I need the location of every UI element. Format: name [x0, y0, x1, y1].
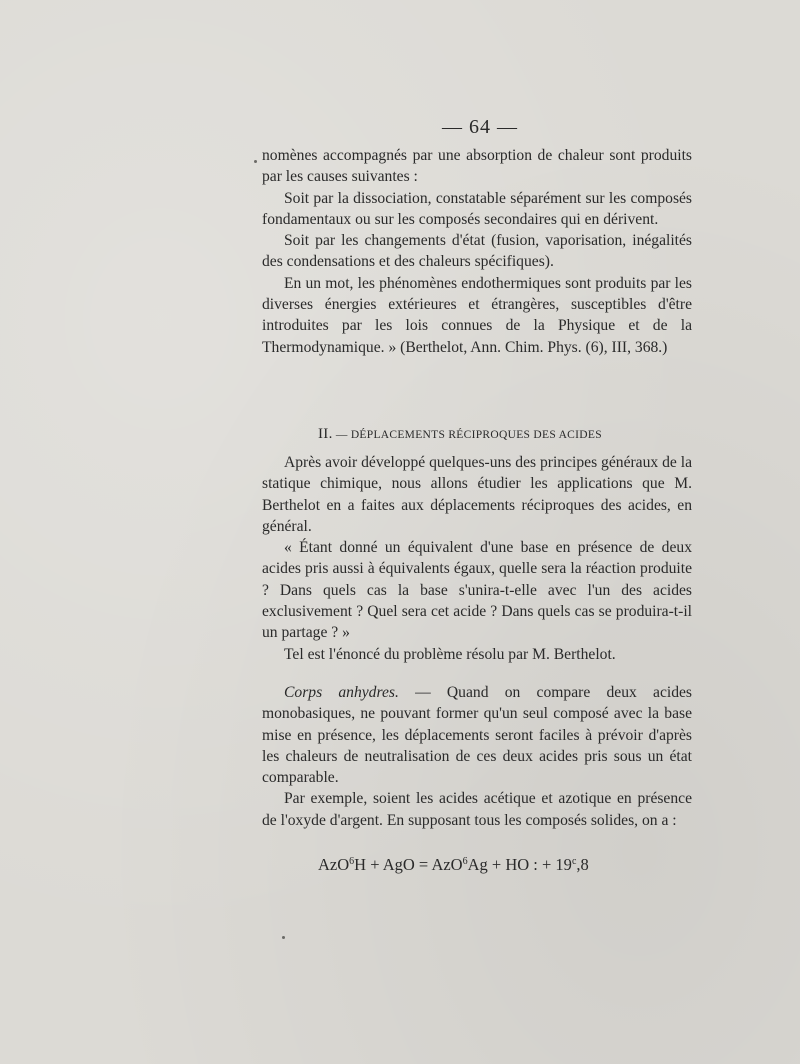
paper-speck [282, 936, 285, 939]
subsection-lead: Corps anhydres. [284, 684, 399, 701]
section-title: DÉPLACEMENTS RÉCIPROQUES DES ACIDES [350, 429, 602, 441]
paragraph: Tel est l'énoncé du problème résolu par M. Berthelot. [284, 645, 616, 663]
formula-part: Ag + HO : + 19 [467, 855, 572, 874]
paragraph [262, 682, 692, 788]
section-continuation [262, 145, 692, 358]
section-dash: — [335, 429, 348, 441]
formula-superscript: 6 [349, 856, 355, 867]
chemical-equation [318, 855, 589, 875]
subsection-anhydrous [262, 682, 692, 831]
page-number: — 64 — [442, 116, 518, 138]
formula-superscript: c [571, 856, 577, 867]
paragraph: Après avoir développé quelques-uns des principes généraux de la statique chimique, nous allons étudier les applications que M. Berthelot en a faites aux déplacements réciproques des acides, en général. [262, 454, 692, 535]
paragraph-text: — Quand on compare deux acides monobasiques, ne pouvant former qu'un seul composé avec la base mise en présence, les déplacements seront faciles à prévoir d'après les chaleurs de neutralisation de ces deux acides pris sous un état comparable. [262, 684, 692, 787]
formula-part: H + AgO = AzO [354, 855, 463, 874]
paragraph: « Étant donné un équivalent d'une base en présence de deux acides pris aussi à équivalents égaux, quelle sera la réaction produite ? Dans quels cas la base s'unira-t-elle avec l'un des acides exclusivement ? Quel sera cet acide ? Dans quels cas se produira-t-il un partage ? » [262, 539, 692, 642]
section-number: II. [318, 426, 333, 442]
paragraph: Soit par la dissociation, constatable séparément sur les composés fondamentaux ou sur les composés secondaires qui en dérivent. [262, 189, 692, 228]
paragraph: nomènes accompagnés par une absorption de chaleur sont produits par les causes suivantes : [262, 147, 692, 186]
formula-part: AzO [318, 855, 350, 874]
paragraph: En un mot, les phénomènes endothermiques sont produits par les diverses énergies extérieures et étrangères, susceptibles d'être introduites par les lois connues de la Physique et de la Thermodynamique. » (Berthelot, Ann. Chim. Phys. (6), III, 368.) [262, 274, 692, 356]
section-heading [318, 426, 602, 443]
paper-speck [254, 160, 257, 163]
formula-superscript: 6 [462, 856, 468, 867]
formula-part: ,8 [576, 855, 589, 874]
paragraph: Soit par les changements d'état (fusion, vaporisation, inégalités des condensations et des chaleurs spécifiques). [262, 232, 692, 271]
section-body [262, 452, 692, 665]
paragraph: Par exemple, soient les acides acétique et azotique en présence de l'oxyde d'argent. En supposant tous les composés solides, on a : [262, 790, 692, 829]
